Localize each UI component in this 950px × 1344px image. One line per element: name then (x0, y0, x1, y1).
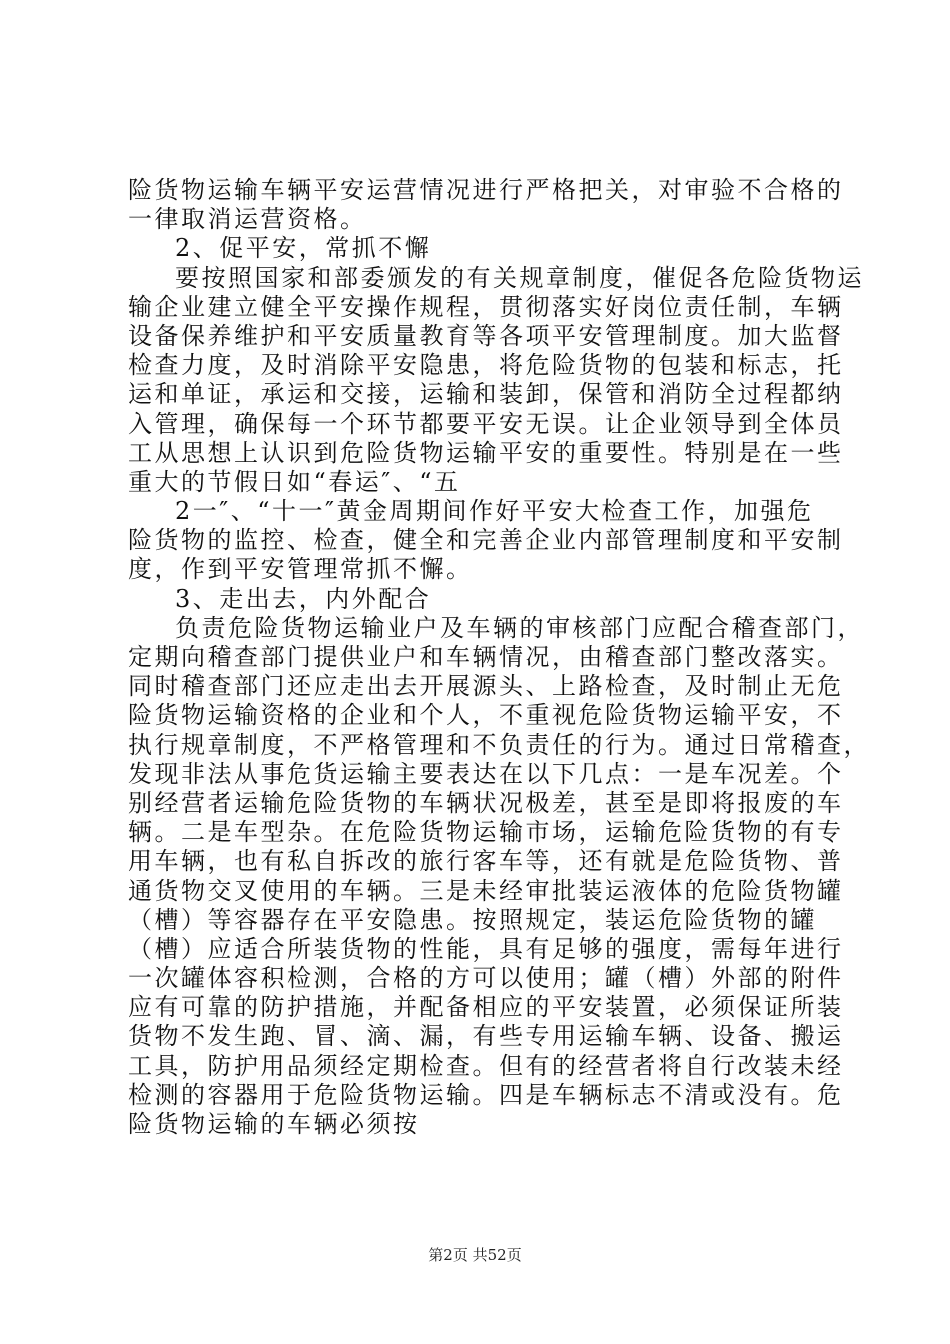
text-line: 通货物交叉使用的车辆。三是未经审批装运液体的危险货物罐 (128, 876, 844, 905)
text-line: 辆。二是车型杂。在危险货物运输市场，运输危险货物的有专 (128, 818, 844, 847)
text-line: 2、促平安，常抓不懈 (175, 234, 432, 263)
text-line: 应有可靠的防护措施，并配备相应的平安装置，必须保证所装 (128, 993, 844, 1022)
text-line: 执行规章制度，不严格管理和不负责任的行为。通过日常稽查， (128, 730, 870, 759)
text-line: 同时稽查部门还应走出去开展源头、上路检查，及时制止无危 (128, 672, 844, 701)
text-line: 检查力度，及时消除平安隐患，将危险货物的包装和标志，托 (128, 351, 844, 380)
text-line: 3、走出去，内外配合 (175, 584, 432, 613)
text-line: 负责危险货物运输业户及车辆的审核部门应配合稽查部门， (175, 613, 864, 642)
body-text (128, 176, 870, 1139)
text-line: 工从思想上认识到危险货物运输平安的重要性。特别是在一些 (128, 438, 844, 467)
text-line: 定期向稽查部门提供业户和车辆情况，由稽查部门整改落实。 (128, 643, 844, 671)
text-line: 设备保养维护和平安质量教育等各项平安管理制度。加大监督 (128, 321, 844, 350)
text-line: 要按照国家和部委颁发的有关规章制度，催促各危险货物运 (175, 263, 864, 292)
text-line: 入管理，确保每一个环节都要平安无误。让企业领导到全体员 (128, 409, 844, 438)
text-line: 险货物运输车辆平安运营情况进行严格把关，对审验不合格的 (128, 176, 844, 204)
text-line: 重大的节假日如“春运″、“五 (128, 467, 461, 496)
text-line: 工具，防护用品须经定期检查。但有的经营者将自行改装未经 (128, 1051, 844, 1080)
text-line: （槽）等容器存在平安隐患。按照规定，装运危险货物的罐 (128, 905, 817, 934)
text-line: 运和单证，承运和交接，运输和装卸，保管和消防全过程都纳 (128, 380, 844, 409)
text-line: 一律取消运营资格。 (128, 205, 367, 234)
text-line: 用车辆，也有私自拆改的旅行客车等，还有就是危险货物、普 (128, 847, 844, 876)
text-line: （槽）应适合所装货物的性能，具有足够的强度，需每年进行 (128, 934, 844, 963)
text-line: 发现非法从事危货运输主要表达在以下几点：一是车况差。个 (128, 759, 844, 788)
text-line: 别经营者运输危险货物的车辆状况极差，甚至是即将报废的车 (128, 788, 844, 817)
text-line: 度，作到平安管理常抓不懈。 (128, 555, 473, 584)
text-line: 险货物的监控、检查，健全和完善企业内部管理制度和平安制 (128, 526, 844, 555)
page-footer: 第2页 共52页 (428, 1246, 522, 1264)
text-line: 2一″、“十一″黄金周期间作好平安大检查工作，加强危 (175, 497, 814, 526)
text-line: 货物不发生跑、冒、滴、漏，有些专用运输车辆、设备、搬运 (128, 1022, 844, 1051)
text-line: 输企业建立健全平安操作规程，贯彻落实好岗位责任制，车辆 (128, 292, 844, 321)
text-line: 检测的容器用于危险货物运输。四是车辆标志不清或没有。危 (128, 1080, 844, 1109)
text-line: 险货物运输的车辆必须按 (128, 1110, 420, 1138)
text-line: 险货物运输资格的企业和个人，不重视危险货物运输平安，不 (128, 701, 844, 730)
text-line: 一次罐体容积检测，合格的方可以使用；罐（槽）外部的附件 (128, 964, 844, 993)
